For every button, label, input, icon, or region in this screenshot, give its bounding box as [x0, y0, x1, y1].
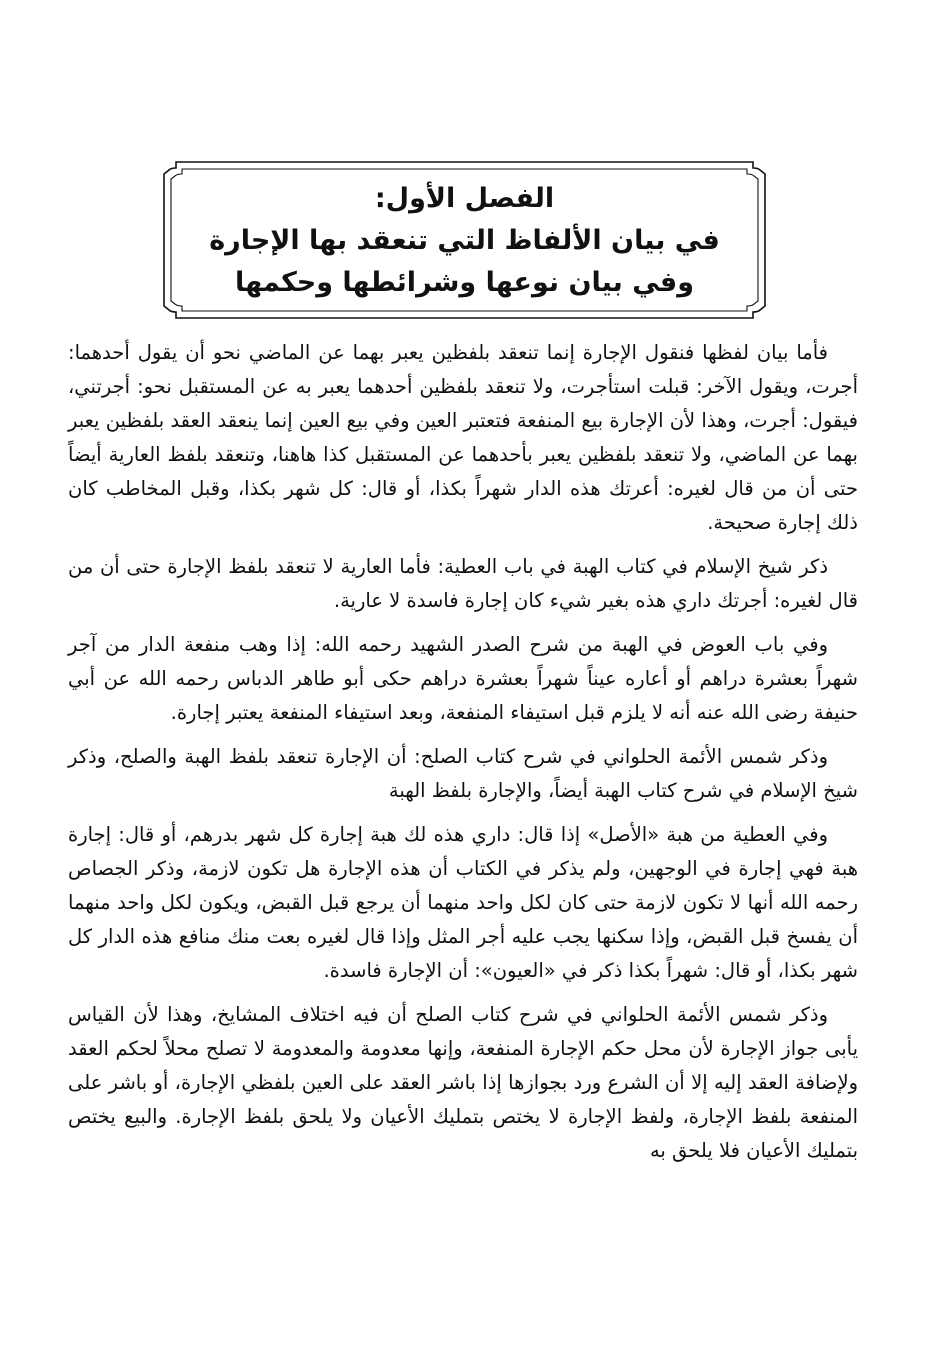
- chapter-heading: [182, 178, 747, 304]
- chapter-heading-frame: [162, 160, 767, 320]
- chapter-title-line-1: الفصل الأول:: [374, 183, 555, 214]
- paragraph: وذكر شمس الأئمة الحلواني في شرح كتاب الصلح: أن الإجارة تنعقد بلفظ الهبة والصلح، وذكر شيخ الإسلام في شرح كتاب الهبة أيضاً، والإجارة بلفظ الهبة: [68, 745, 858, 802]
- paragraph: وذكر شمس الأئمة الحلواني في شرح كتاب الصلح أن فيه اختلاف المشايخ، وهذا لأن القياس يأبى جواز الإجارة لأن محل حكم الإجارة المنفعة، وإنها معدومة والمعدومة لا تصلح محلاً لحكم العقد ولإضافة العقد إليه إلا أن الشرع ورد بجوازها إذا باشر العقد على العين بلفظي الإجارة، أو باشر على المنفعة بلفظ الإجارة، ولفظ الإجارة لا يختص بتمليك الأعيان ولا يلحق بلفظ الإجارة. والبيع يختص بتمليك الأعيان فلا يلحق به: [68, 1003, 858, 1162]
- chapter-title-line-3: وفي بيان نوعها وشرائطها وحكمها: [235, 267, 694, 298]
- chapter-title-line-2: في بيان الألفاظ التي تنعقد بها الإجارة: [209, 225, 720, 256]
- paragraph: ذكر شيخ الإسلام في كتاب الهبة في باب العطية: فأما العارية لا تنعقد بلفظ الإجارة حتى أن من قال لغيره: أجرتك داري هذه بغير شيء كان إجارة فاسدة لا عارية.: [68, 555, 858, 612]
- paragraph: وفي العطية من هبة «الأصل» إذا قال: داري هذه لك هبة إجارة كل شهر بدرهم، أو قال: إجارة هبة فهي إجارة في الوجهين، ولم يذكر في الكتاب أن هذه الإجارة هل تكون لازمة، وذكر الجصاص رحمه الله أنها لا تكون لازمة حتى كان لكل واحد منهما أن يرجع قبل القبض، ويكون لكل واحد منهما أن يفسخ قبل القبض، وإذا سكنها يجب عليه أجر المثل وإذا قال لغيره بعت منك منافع هذه الدار كل شهر بكذا، أو قال: شهراً بكذا ذكر في «العيون»: أن الإجارة فاسدة.: [68, 823, 858, 982]
- paragraph: وفي باب العوض في الهبة من شرح الصدر الشهيد رحمه الله: إذا وهب منفعة الدار من آجر شهراً بعشرة دراهم أو أعاره عيناً شهراً بعشرة دراهم حكى أبو طاهر الدباس رحمه الله عن أبي حنيفة رضى الله عنه أنه لا يلزم قبل استيفاء المنفعة، وبعد استيفاء المنفعة يعتبر إجارة.: [68, 633, 858, 724]
- paragraph: فأما بيان لفظها فنقول الإجارة إنما تنعقد بلفظين يعبر بهما عن الماضي نحو أن يقول أحدهما: أجرت، ويقول الآخر: قبلت استأجرت، ولا تنعقد بلفظين أحدهما يعبر به عن المستقبل نحو: أجرتني، فيقول: أجرت، وهذا لأن الإجارة بيع المنفعة فتعتبر العين وفي بيع العين إنما ينعقد العقد بلفظين يعبر بهما عن الماضي، ولا تنعقد بلفظين يعبر بأحدهما عن المستقبل كذا هاهنا، وتنعقد بلفظ العارية أيضاً حتى أن من قال لغيره: أعرتك هذه الدار شهراً بكذا، أو قال: كل شهر بكذا، وقبل المخاطب كان ذلك إجارة صحيحة.: [68, 341, 858, 534]
- body-text: [68, 336, 858, 1178]
